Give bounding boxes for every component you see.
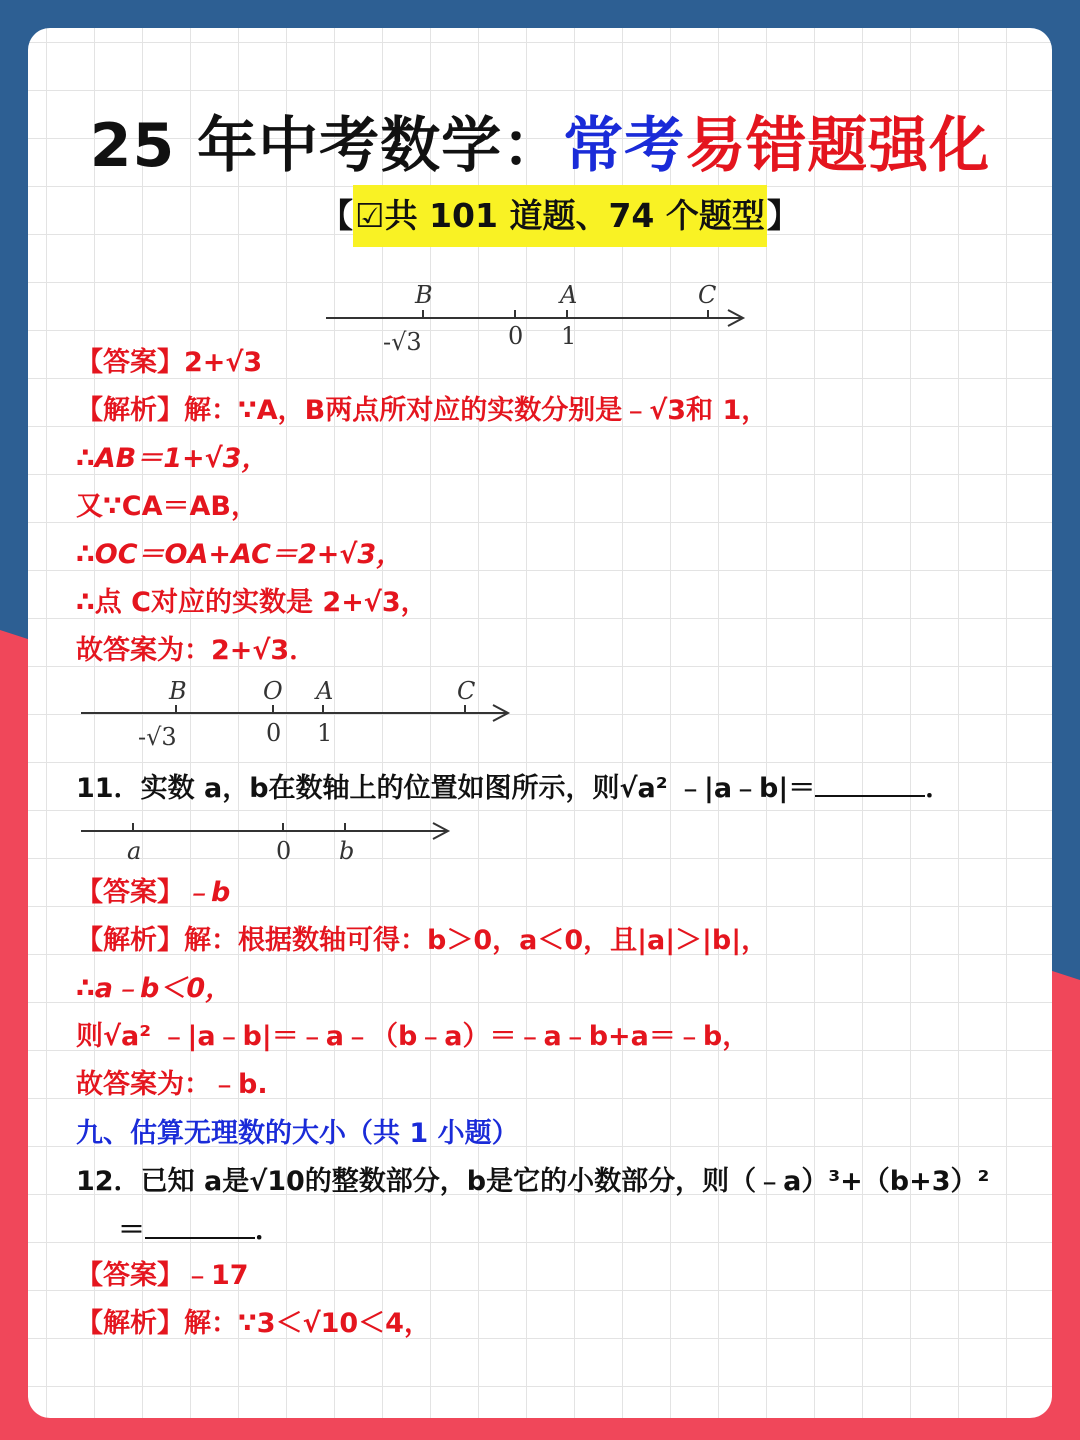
subtitle <box>320 185 800 247</box>
answer-value: ﹣b <box>184 877 231 908</box>
analysis-10-line-6: 故答案为：2+√3． <box>76 635 317 666</box>
point-label-b: B <box>169 677 187 705</box>
tick-label-neg-sqrt3: -√3 <box>383 328 422 356</box>
content-card <box>28 28 1052 1418</box>
tick-label-1: 1 <box>561 322 577 350</box>
subtitle-text: 共 101 道题、74 个题型 <box>384 196 765 235</box>
title-part-3: 易错题强化 <box>685 111 991 181</box>
analysis-11-line-1: 【解析】解：根据数轴可得：b＞0，a＜0，且|a|＞|b|， <box>76 925 769 956</box>
analysis-11-line-3: 则√a² ﹣|a﹣b|＝﹣a﹣（b﹣a）＝﹣a﹣b+a＝﹣b， <box>76 1021 750 1052</box>
point-label-c: C <box>457 677 476 705</box>
equals-sign: ＝ <box>118 1215 145 1246</box>
point-label-a: A <box>316 677 334 705</box>
point-label-b: b <box>339 837 355 865</box>
tick-label-0: 0 <box>266 719 282 747</box>
analysis-10-line-5: ∴点 C对应的实数是 2+√3， <box>76 587 428 618</box>
subtitle-close-bracket: 】 <box>766 196 800 235</box>
title-part-1: 25 年中考数学： <box>89 111 564 181</box>
answer-blank <box>145 1213 255 1239</box>
point-label-a: A <box>560 281 578 309</box>
section-heading-9: 九、估算无理数的大小（共 1 小题） <box>76 1118 519 1149</box>
analysis-11-line-2: ∴a﹣b＜0， <box>76 973 233 1004</box>
tick-label-1: 1 <box>317 719 333 747</box>
analysis-10-line-1: 【解析】解：∵A，B两点所对应的实数分别是﹣√3和 1， <box>76 395 769 426</box>
answer-tag: 【答案】 <box>76 877 184 908</box>
number-line-2 <box>73 673 523 763</box>
page-title <box>28 98 1052 184</box>
tick-label-0: 0 <box>276 837 292 865</box>
answer-tag: 【答案】 <box>76 347 184 378</box>
number-line-1 <box>318 248 768 358</box>
point-label-c: C <box>698 281 717 309</box>
answer-11 <box>76 873 230 913</box>
question-11: 11．实数 a，b在数轴上的位置如图所示，则√a² ﹣|a﹣b|＝ ． <box>76 773 953 804</box>
question-text: 实数 a，b在数轴上的位置如图所示，则√a² ﹣|a﹣b|＝ <box>140 773 816 804</box>
number-line-3 <box>73 813 473 873</box>
analysis-10-line-3: 又∵CA＝AB， <box>76 491 258 522</box>
subtitle-open-bracket: 【 <box>320 196 353 235</box>
question-number: 12． <box>76 1166 141 1197</box>
question-text: 已知 a是√10的整数部分，b是它的小数部分，则（﹣a）³+（b+3）² <box>140 1166 990 1197</box>
answer-value: 2+√3 <box>184 347 263 378</box>
point-label-b: B <box>415 281 433 309</box>
analysis-11-line-4: 故答案为：﹣b. <box>76 1069 268 1100</box>
question-number: 11． <box>76 773 141 804</box>
analysis-10-line-2: ∴AB＝1+√3， <box>76 443 269 474</box>
analysis-10-line-4: ∴OC＝OA+AC＝2+√3， <box>76 539 404 570</box>
tick-label-neg-sqrt3: -√3 <box>138 723 177 751</box>
answer-blank <box>815 771 925 797</box>
tick-label-0: 0 <box>508 322 524 350</box>
answer-12 <box>76 1256 249 1296</box>
question-12 <box>76 1162 989 1202</box>
analysis-12-line-1: 【解析】解：∵3＜√10＜4， <box>76 1308 431 1339</box>
answer-10 <box>76 343 262 383</box>
answer-value: ﹣17 <box>184 1260 249 1291</box>
title-part-2: 常考 <box>563 111 686 181</box>
answer-tag: 【答案】 <box>76 1260 184 1291</box>
check-icon: ☑ <box>355 196 385 235</box>
point-label-a: a <box>127 837 142 865</box>
point-label-o: O <box>263 677 283 705</box>
question-12-line-2: ＝ ． <box>118 1215 282 1246</box>
